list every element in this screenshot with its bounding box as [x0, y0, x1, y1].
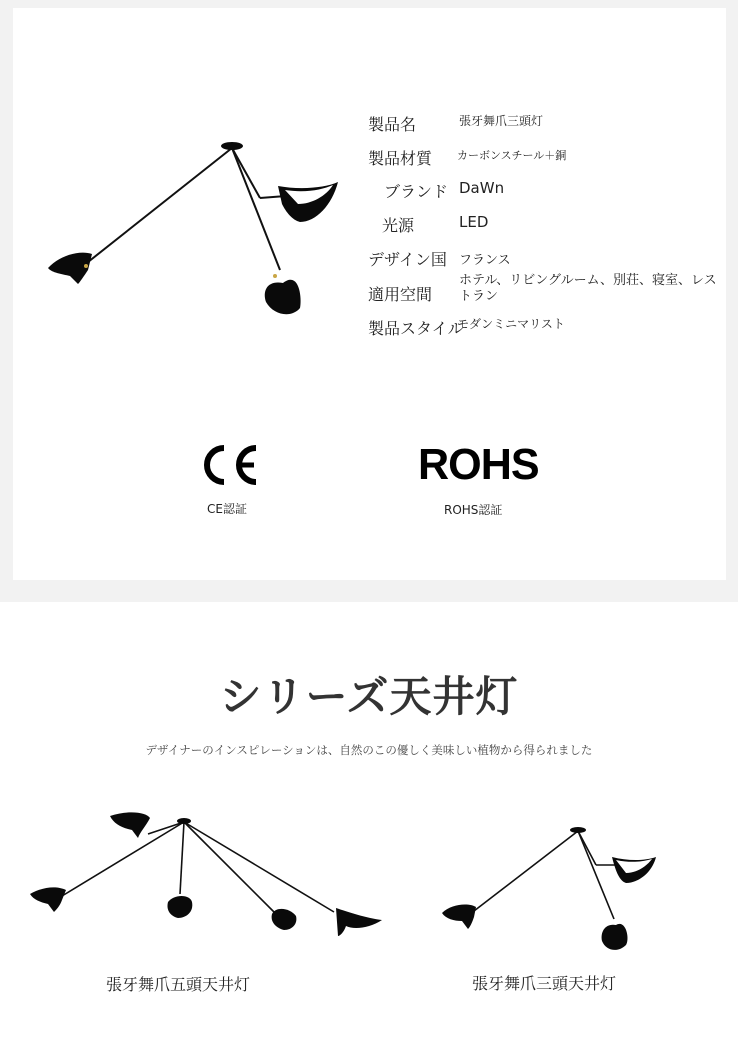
- spec-row-light-source: [0, 213, 738, 239]
- series-subtitle: デザイナーのインスピレーションは、自然のこの優しく美味しい植物から得られました: [145, 743, 593, 757]
- spec-value: ホテル、リビングルーム、別荘、寝室、レストラン: [459, 273, 717, 304]
- spec-label: 製品名: [368, 115, 417, 134]
- spec-value: DaWn: [459, 179, 505, 197]
- five-head-lamp-caption: 張牙舞爪五頭天井灯: [106, 975, 251, 994]
- three-head-lamp-small-illustration: [430, 815, 690, 965]
- spec-value: モダンミニマリスト: [457, 317, 565, 331]
- rohs-mark: ROHS: [418, 440, 539, 489]
- spec-label: ブランド: [384, 182, 449, 201]
- three-head-lamp-caption: 張牙舞爪三頭天井灯: [472, 974, 617, 993]
- spec-row-space: [0, 273, 738, 307]
- spec-value: 張牙舞爪三頭灯: [459, 114, 544, 128]
- spec-label: 適用空間: [368, 285, 433, 304]
- spec-value: LED: [459, 213, 489, 231]
- spec-label: 製品スタイル: [368, 319, 464, 338]
- spec-label: 製品材質: [368, 149, 433, 168]
- spec-row-name: [0, 112, 738, 138]
- spec-value: カーボンスチール＋銅: [457, 149, 567, 162]
- spec-row-design-country: [0, 247, 738, 273]
- spec-row-style: [0, 316, 738, 342]
- spec-label: デザイン国: [368, 250, 447, 269]
- spec-row-brand: [0, 179, 738, 205]
- rohs-cert-label: ROHS認証: [444, 503, 503, 517]
- spec-label: 光源: [382, 216, 415, 235]
- ce-cert-label: CE認証: [207, 502, 247, 516]
- spec-row-material: [0, 146, 738, 172]
- five-head-lamp-illustration: [0, 790, 400, 950]
- series-title: シリーズ天井灯: [219, 672, 519, 721]
- ce-mark-icon: [198, 442, 262, 488]
- spec-value: フランス: [459, 253, 511, 268]
